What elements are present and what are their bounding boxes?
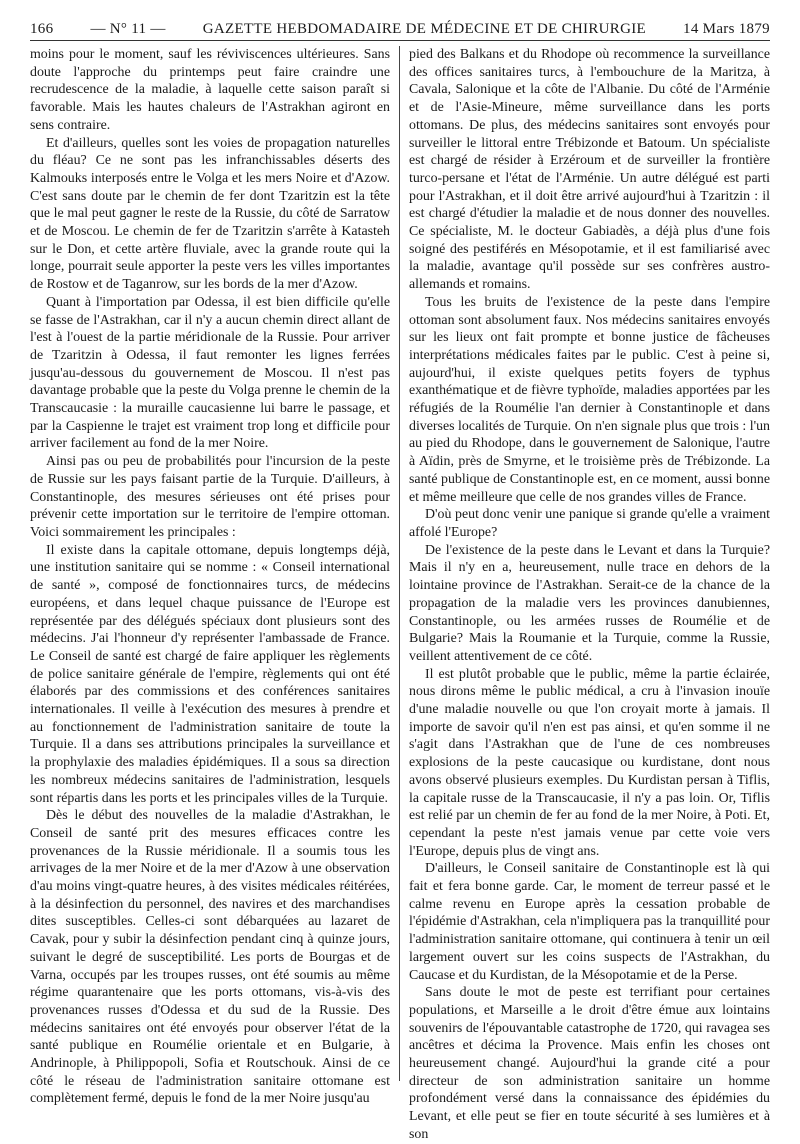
issue-date: 14 Mars 1879 [683, 21, 770, 37]
paragraph: Dès le début des nouvelles de la maladie d'Astrakhan, le Conseil de santé prit des mesures efficaces contre les provenances de la Russie méridionale. Il a soumis tous les arrivages de la mer Noire et de la mer d'Azow à une observation d'au moins vingt-quatre heures, à des visites médicales réitérées, à la désinfection du personnel, des navires et des marchandises dites susceptibles. Celles-ci sont débarquées au lazaret de Cavak, pour y subir la désinfection pendant cinq à quinze jours, suivant le degré de susceptibilité. Les ports de Bourgas et de Varna, occupés par les troupes russes, ont été soumis au même régime quarantenaire que les ports ottomans, vis-à-vis des provenances russes d'Odessa et du sud de la Russie. Des médecins sanitaires ont été envoyés pour observer l'état de la santé publique en Roumélie orientale et en Bulgarie, à Andrinople, à Philippopoli, Sofia et Routschouk. Ainsi de ce côté le réseau de l'administration sanitaire ottomane est complètement fermé, depuis le fond de la mer Noire jusqu'au [30, 808, 390, 1107]
paragraph: D'ailleurs, le Conseil sanitaire de Constantinople est là qui fait et fera bonne garde. Car, le moment de terreur passé et le calme revenu en Europe après la cessation probable de l'épidémie d'Astrakhan, cela n'impliquera pas la tranquillité pour l'administration sanitaire ottomane, qui continuera à tenir un œil largement ouvert sur les coins suspects de l'Astrakhan, du Caucase et du Kurdistan, de la Mésopotamie et de la Perse. [409, 861, 770, 983]
paragraph: Il est plutôt probable que le public, même la partie éclairée, nous dirons même le public médical, a cru à l'invasion inouïe d'une maladie nouvelle ou que l'on croyait morte à jamais. Il importe de savoir qu'il n'en est pas ainsi, et qu'en somme il ne s'agit dans l'Astrakhan que de l'une de ces nombreuses explosions de la peste caucasique ou kurdistane, dont nous avons observé plusieurs exemples. Du Kurdistan persan à Tiflis, la capitale russe de la Transcaucasie, il n'y a pas loin. Or, Tiflis est relié par un chemin de fer au fond de la mer Noire, à Poti. Et, cependant la peste n'est jamais venue par cette voie vers l'Europe, depuis plus de vingt ans. [409, 666, 770, 859]
paragraph: Quant à l'importation par Odessa, il est bien difficile qu'elle se fasse de l'Astrakhan, car il n'y a aucun chemin direct allant de l'est à l'ouest de la partie méridionale de la Russie. Pour arriver de Tzaritzin à Odessa, il faut remonter les lignes ferrées jusqu'au-dessous du gouvernement de Moscou. Il n'est pas davantage probable que la peste du Volga prenne le chemin de la Transcaucasie : la muraille caucasienne lui barre le passage, et par la Caspienne le trajet est vraiment trop long et difficile pour arriver facilement au fond de la mer Noire. [30, 294, 390, 452]
issue-number: — N° 11 — [90, 21, 166, 37]
paragraph: moins pour le moment, sauf les réviviscences ultérieures. Sans doute l'approche du printemps peut faire craindre une recrudescence de la maladie, à laquelle cette saison paraît si favorable. Mais les hautes chaleurs de l'Astrakhan agiront en sens contraire. [30, 47, 390, 133]
left-column [30, 46, 400, 1107]
paragraph: Tous les bruits de l'existence de la peste dans l'empire ottoman sont absolument faux. Nos médecins sanitaires envoyés sur les lieux ont fait prompte et bonne justice de fâcheuses interprétations médicales faites par le public. C'est à peine si, aujourd'hui, il existe quelques petits foyers de typhus exanthématique et de fièvre typhoïde, maladies apportées par les réfugiés de la Roumélie l'an dernier à Constantinople et dans diverses localités de Turquie. On n'en signale plus que trois : l'un au pied du Rhodope, dans le gouvernement de Salonique, l'autre à Aïdin, près de Smyrne, et le troisième près de Trébizonde. La santé publique de Constantinople est, en ce moment, aussi bonne et même meilleure que celle de nos grandes villes de France. [409, 294, 770, 505]
paragraph: pied des Balkans et du Rhodope où recommence la surveillance des offices sanitaires turcs, à l'embouchure de la Maritza, à Cavala, Salonique et la côte de l'Albanie. Du côté de l'Arménie et de l'Asie-Mineure, même surveillance dans les ports ottomans. De plus, des médecins sanitaires sont envoyés pour surveiller le littoral entre Trébizonde et Batoum. Un spécialiste est chargé de résider à Erzéroum et de surveiller la frontière turco-persane et l'état de l'Arménie. Un autre délégué est parti pour l'Astrakhan, et il doit être arrivé aujourd'hui à Tzaritzin : il est chargé d'étudier la maladie et de nous donner des nouvelles. Ce spécialiste, M. le docteur Gabiadès, a déjà plus d'une fois soigné des pestiférés en Mésopotamie, et il est familiarisé avec la maladie, avantage qu'il possède sur ses confrères austro-allemands et romains. [409, 47, 770, 293]
paragraph: Sans doute le mot de peste est terrifiant pour certaines populations, et Marseille a le droit d'être émue aux lointains souvenirs de l'épouvantable catastrophe de 1720, qui ravagea ses ancêtres et décima la Provence. Mais enfin les choses ont heureusement changé. Aujourd'hui la grande cité a pour directeur de son administration sanitaire un homme profondément versé dans la connaissance des épidémies du Levant, et elle peut se fier en toute sécurité à ses lumières et à son [409, 985, 770, 1142]
article-body [30, 46, 770, 1142]
paragraph: Et d'ailleurs, quelles sont les voies de propagation naturelles du fléau? Ce ne sont pas les infranchissables déserts des Kalmouks interposés entre le Volga et les mers Noire et d'Azow. C'est sans doute par le chemin de fer dont Tzaritzin est la tête que le mal peut gagner le reste de la Russie, du côté de Sarratow et de Moscou. Le chemin de fer de Tzaritzin s'arrête à Katasteh sur le Don, et cette artère fluviale, avec la grande route qui la longe, pourrait seule apporter la peste vers les villes importantes de Rostow et de Taganrow, sur les bords de la mer d'Azow. [30, 135, 390, 293]
paragraph: Il existe dans la capitale ottomane, depuis longtemps déjà, une institution sanitaire qui se nomme : « Conseil international de santé », composé de fonctionnaires turcs, de médecins européens, et dans lequel chaque puissance de l'Europe est représentée par des délégués spéciaux dont plusieurs sont des médecins. J'ai l'honneur d'y représenter l'ambassade de France. Le Conseil de santé est chargé de faire appliquer les règlements de police sanitaire générale de l'empire, règlements qui ont été élaborés par des commissions et des conférences sanitaires internationales. Il veille à l'exécution des mesures à prendre et au fonctionnement de l'administration sanitaire de toute la Turquie. Il a dans ses attributions principales la surveillance et la prophylaxie des maladies épidémiques. Il a sous sa direction les nombreux médecins sanitaires de l'administration, lesquels sont répartis dans les ports et les principales villes de la Turquie. [30, 542, 390, 806]
right-column [400, 46, 770, 1142]
paragraph: Ainsi pas ou peu de probabilités pour l'incursion de la peste de Russie sur les pays faisant partie de la Turquie. D'ailleurs, à Constantinople, des mesures sérieuses ont été prises pour prévenir cette importation sur le territoire de l'empire ottoman. Voici sommairement les principales : [30, 454, 390, 540]
journal-title: GAZETTE HEBDOMADAIRE DE MÉDECINE ET DE CHIRURGIE [202, 21, 646, 37]
header-rule [30, 40, 770, 41]
paragraph: De l'existence de la peste dans le Levant et dans la Turquie? Mais il n'y en a, heureusement, nulle trace en dehors de la lointaine province de l'Astrakhan. Serait-ce de la chance de la propagation de la maladie vers les provinces danubiennes, Constantinople, ou les armées russes de Roumélie et de Bulgarie? Mais la Roumanie et la Turquie, comme la Russie, veillent attentivement de ce côté. [409, 542, 770, 664]
page-number: 166 [30, 21, 54, 37]
paragraph: D'où peut donc venir une panique si grande qu'elle a vraiment affolé l'Europe? [409, 507, 770, 540]
page-header [30, 12, 770, 38]
